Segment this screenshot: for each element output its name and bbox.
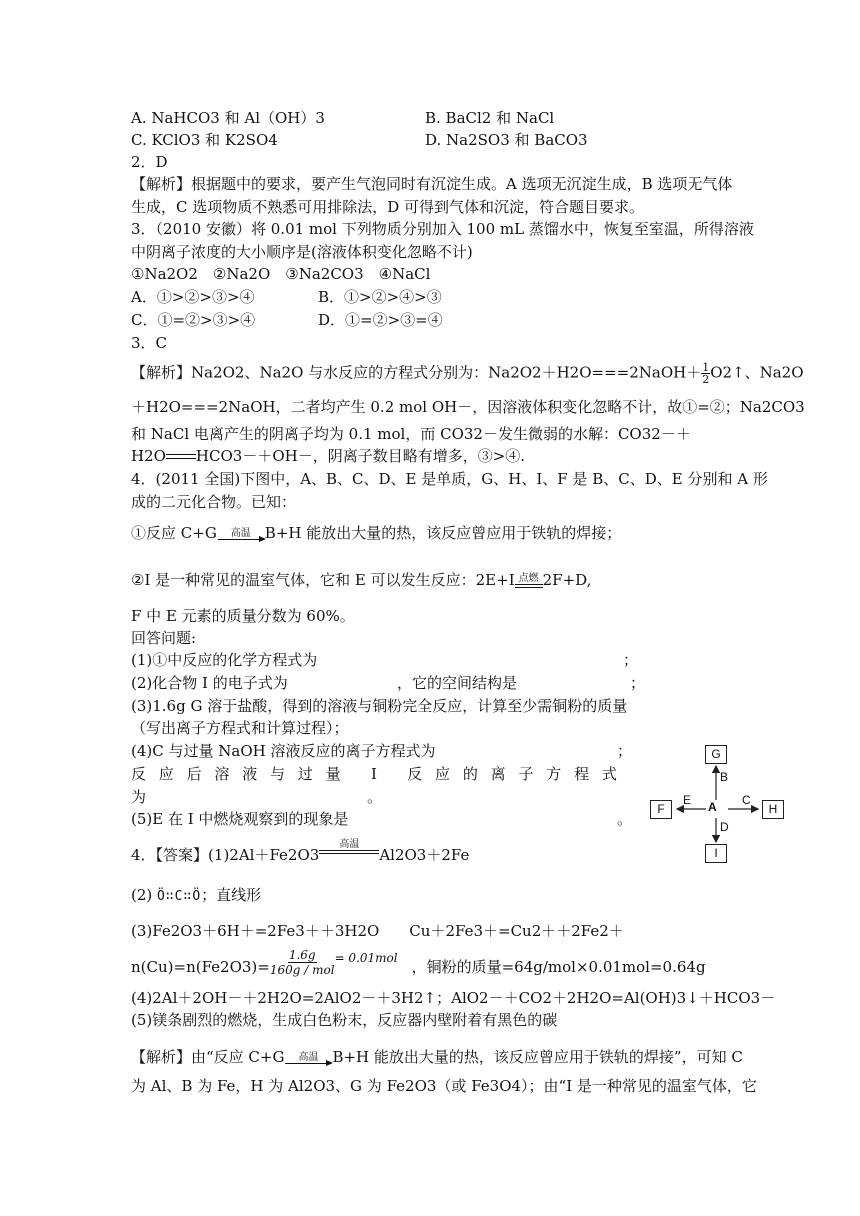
answer3-post: ，铜粉的质量=64g/mol×0.01mol=0.64g	[411, 958, 706, 976]
arrow-right-icon	[285, 1063, 331, 1064]
fraction-denominator: 160g / mol	[269, 963, 335, 977]
known2-post: 2F+D,	[542, 571, 592, 589]
q4-stem-line1: 4．(2011 全国)下图中，A、B、C、D、E 是单质，G、H、I、F 是 B、C、D、E 分别和 A 形	[131, 470, 768, 488]
q3-items: ①Na2O2 ②Na2O ③Na2CO3 ④NaCl	[131, 265, 431, 283]
option-d: D. Na2SO3 和 BaCO3	[425, 131, 588, 149]
node-g: G	[705, 745, 727, 764]
mass-fraction	[270, 948, 335, 977]
answer2-pre: (2)	[131, 886, 153, 904]
label-e: E	[683, 793, 692, 807]
answer1-post: Al2O3＋2Fe	[379, 846, 470, 864]
answer3-pre: n(Cu)=n(Fe2O3)=	[131, 958, 270, 976]
label-c: C	[742, 793, 751, 807]
q4-explanation-line2: 为 Al、B 为 Fe，H 为 Al2O3、G 为 Fe2O3（或 Fe3O4）；由“I 是一种常见的温室气体，它	[131, 1077, 757, 1095]
condition-label: 高温	[230, 527, 251, 539]
q3-analysis-pre: 【解析】Na2O2、Na2O 与水反应的方程式分别为：Na2O2＋H2O===2NaOH＋	[131, 363, 702, 382]
known1-pre: ①反应 C+G	[131, 524, 217, 542]
option-a: A. NaHCO3 和 Al（OH）3	[131, 109, 325, 127]
double-bar-icon	[319, 850, 379, 854]
option-c: C. KClO3 和 K2SO4	[131, 131, 278, 149]
node-h: H	[762, 800, 784, 819]
q4-answer3-calc	[131, 948, 706, 977]
q2-analysis-line1: 【解析】根据题中的要求，要产生气泡同时有沉淀生成。A 选项无沉淀生成，B 选项无气体	[131, 175, 733, 193]
high-temp-arrow	[218, 529, 264, 540]
node-i: I	[705, 844, 727, 863]
high-temp-arrow	[285, 1053, 331, 1064]
q4-sub4-line3-end: 。	[367, 788, 383, 806]
q4-explanation-line1	[131, 1047, 743, 1067]
q2-answer: 2．D	[131, 153, 168, 171]
q4-answer4: (4)2Al＋2OH－＋2H2O=2AlO2－＋3H2↑；AlO2－＋CO2＋2H2O=Al(OH)3↓＋HCO3－	[131, 989, 776, 1007]
q3-option-a: A．①>②>③>④	[131, 288, 255, 306]
node-f: F	[650, 800, 672, 819]
condition-label: 点燃	[518, 573, 539, 584]
q4-known2	[131, 570, 591, 590]
q4-sub2-end: ；	[630, 674, 646, 692]
q4-stem-line2: 成的二元化合物。已知：	[131, 493, 297, 511]
arrow-right-icon	[218, 539, 264, 540]
option-b: B. BaCl2 和 NaCl	[425, 109, 555, 127]
q4-answer3-eq: (3)Fe2O3＋6H＋=2Fe3＋＋3H2O Cu＋2Fe3＋=Cu2＋＋2Fe2＋	[131, 922, 624, 940]
label-d: D	[720, 820, 729, 834]
node-a: A	[708, 800, 717, 814]
q3-option-d: D．①=②>③=④	[318, 311, 443, 329]
q3-option-c: C．①=②>③>④	[131, 311, 256, 329]
fraction-denominator: 2	[702, 373, 710, 386]
half-fraction	[701, 362, 710, 385]
q3-analysis-line2: ＋H2O===2NaOH，二者均产生 0.2 mol OH－，因溶液体积变化忽略不计，故①=②；Na2CO3	[131, 398, 805, 416]
expl1-pre: 【解析】由“反应 C+G	[131, 1048, 285, 1066]
q4-sub1: (1)①中反应的化学方程式为	[131, 651, 318, 669]
q4-sub2-structure: ，它的空间结构是	[397, 674, 518, 692]
q4-sub5: (5)E 在 I 中燃烧观察到的现象是	[131, 810, 349, 828]
label-b: B	[720, 770, 729, 784]
q3-analysis-line3: 和 NaCl 电离产生的阴离子均为 0.1 mol，而 CO32－发生微弱的水解：CO32－＋	[131, 425, 691, 443]
q3-stem-line2: 中阴离子浓度的大小顺序是(溶液体积变化忽略不计)	[131, 243, 473, 261]
q3-analysis-post: O2↑、Na2O	[710, 363, 804, 382]
q4-known3: F 中 E 元素的质量分数为 60%。	[131, 607, 355, 625]
answer2-post: ；直线形	[201, 886, 262, 904]
q4-sub4-line2: 反应后溶液与过量 I 反应的离子方程式	[131, 765, 630, 783]
q3-analysis-line1	[131, 362, 804, 385]
ignite-sign	[515, 574, 543, 588]
co2-lewis-structure: Ö∷C∷Ö	[157, 889, 202, 904]
q4-sub4-end: ；	[617, 742, 633, 760]
q3-option-b: B．①>②>④>③	[318, 288, 442, 306]
q3-stem-line1: 3．（2010 安徽）将 0.01 mol 下列物质分别加入 100 mL 蒸馏水中，恢复至室温，所得溶液	[131, 220, 754, 238]
known2-pre: ②I 是一种常见的温室气体，它和 E 可以发生反应：2E+I	[131, 571, 515, 589]
q4-sub2: (2)化合物 I 的电子式为	[131, 674, 288, 692]
q4-known1	[131, 523, 621, 543]
q3-answer: 3．C	[131, 334, 168, 352]
reaction-diagram	[640, 740, 790, 865]
known1-post: B+H 能放出大量的热，该反应曾应用于铁轨的焊接；	[264, 524, 622, 542]
q4-sub3-line2: （写出离子方程式和计算过程）；	[131, 719, 349, 737]
reversible-arrow-icon	[166, 453, 196, 461]
q3-hydrolysis: HCO3－＋OH－，阴离子数目略有增多，③>④.	[195, 447, 526, 465]
answer1-pre: 4．【答案】(1)2Al＋Fe2O3	[131, 846, 320, 864]
answer3-eq: = 0.01mol	[334, 951, 398, 965]
double-bar-icon	[515, 584, 543, 588]
q4-answer2	[131, 885, 261, 907]
condition-label: 高温	[298, 1051, 319, 1063]
q4-answer1	[131, 839, 470, 865]
condition-label: 高温	[339, 839, 360, 850]
q3-analysis-line4	[131, 446, 525, 466]
q4-sub4: (4)C 与过量 NaOH 溶液反应的离子方程式为	[131, 742, 436, 760]
expl1-post: B+H 能放出大量的热，该反应曾应用于铁轨的焊接”，可知 C	[332, 1048, 743, 1066]
high-temp-sign	[319, 840, 379, 854]
q4-sub1-end: ；	[623, 651, 639, 669]
fraction-numerator: 1	[702, 361, 710, 374]
q4-sub3-line1: (3)1.6g G 溶于盐酸，得到的溶液与铜粉完全反应，计算至少需铜粉的质量	[131, 697, 628, 715]
q4-sub5-end: 。	[617, 810, 633, 828]
q4-sub4-line3: 为	[131, 788, 147, 806]
q4-ask: 回答问题:	[131, 629, 197, 647]
q4-answer5: (5)镁条剧烈的燃烧，生成白色粉末，反应器内壁附着有黑色的碳	[131, 1011, 558, 1029]
q3-h2o: H2O	[131, 447, 166, 465]
fraction-numerator: 1.6g	[288, 948, 316, 962]
q2-analysis-line2: 生成，C 选项物质不熟悉可用排除法，D 可得到气体和沉淀，符合题目要求。	[131, 198, 645, 216]
